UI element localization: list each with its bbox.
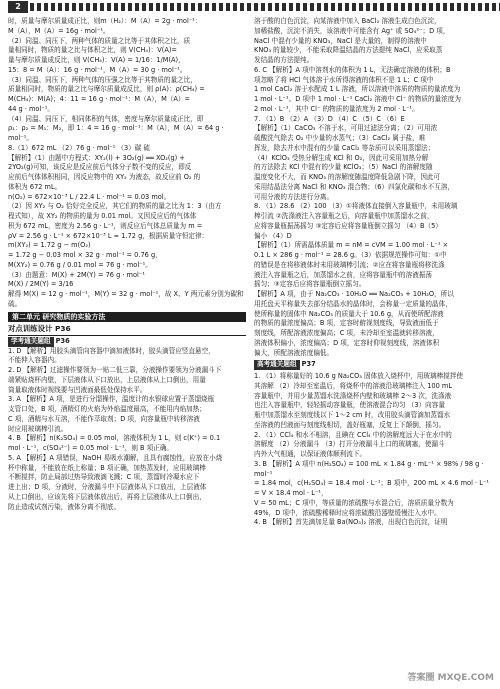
text-line: 1 mol · L⁻¹。D 项中 1 mol · L⁻¹ CaCl₂ 溶液中 Cl⁻ 的物质的量浓度为 xyxy=(254,95,461,103)
text-line: 摇匀；③定容后应将容量瓶倒立摇匀。 xyxy=(254,280,366,289)
text-line: 刻度线，所配溶液浓度偏高；C 项，未冷却至室温就转移溶液， xyxy=(254,329,439,337)
text-line: 支管口处，B 项，酒精灯的火焰为外焰温度最高，不能用内焰加热； xyxy=(8,405,206,414)
text-line: = 1.84 mol，c(H₂SO₄) = 18.4 mol · L⁻¹；B 项中，200 mL × 4.6 mol · L⁻¹ = V × 18.4 mol · L⁻¹， xyxy=(254,479,489,497)
text-line: 项忽略了将 HCl 气体溶于水所得溶液的体积不是 1 L；C 项中 xyxy=(254,75,434,84)
text-line: 【解析】A 项，由于 Na₂CO₃ · 10H₂O ══ Na₂CO₃ + 10H₂O，所以 xyxy=(254,290,454,298)
text-line: 的方法除去 KCl 中混有的少量 KClO₃；（5）NaCl 的溶解度随 xyxy=(254,163,433,172)
text-line: 6. C 【解析】A 项中溶剂水的体积为 1 L，无法确定溶液的体积；B xyxy=(254,65,451,74)
right-column xyxy=(254,17,492,528)
text-line: 偏小 （4）D xyxy=(254,231,292,240)
text-line: 49%，D 项中，浓硫酸稀释时应将浓硫酸沿器壁缓慢注入水中。 xyxy=(254,508,441,517)
text-line: 容量瓶中，并用少量蒸馏水洗涤烧杯内壁和玻璃棒 2～3 次，洗涤液 xyxy=(254,391,452,400)
text-line: 2. （1）CCl₄ 和水不相溶，且碘在 CCl₄ 中的溶解度远大于在水中的 xyxy=(254,430,452,439)
text-line: 体积为 672 mL。 xyxy=(8,182,62,191)
advanced-page: P37 xyxy=(301,360,316,369)
text-line: 至溶液的凹液面与刻度线相切，盖好瓶塞，反复上下颠倒，摇匀。 xyxy=(254,420,446,429)
text-line: 可用分液的方法进行分离。 xyxy=(254,192,334,201)
text-line: 液注入容量瓶之后，加蒸馏水之前，应将容量瓶中的溶液振荡 xyxy=(254,270,433,279)
text-line: （4）KClO₃ 受热分解生成 KCl 和 O₂，因此可采用加热分解 xyxy=(254,153,429,162)
text-line: 量与摩尔质量成反比，则 V(CH₄)：V(A) = 1/16：1/M(A)， xyxy=(8,56,185,64)
watermark: 答案圈 MXQE.COM xyxy=(407,672,494,683)
text-line: 杯中称量，不能放在纸上称量；B 项正确，加热蒸发时，应用玻璃棒 xyxy=(8,463,206,472)
text-line: 5. A 【解析】A 项错误，NaOH 易吸水潮解，且具有腐蚀性，应放在小烧 xyxy=(8,453,223,462)
training-title-row xyxy=(8,324,246,336)
text-line: 0.1 L × 286 g · mol⁻¹ = 28.6 g。（3）依据规范操作可知：①中 xyxy=(254,251,447,259)
text-line: 3. A 【解析】A 项，是进行分馏操作，温度计的水银球应置于蒸馏烧瓶 xyxy=(8,395,215,404)
text-line: 3. B 【解析】A 项中 n(H₂SO₄) = 100 mL × 1.84 g · mL⁻¹ × 98% / 98 g · mol⁻¹ xyxy=(254,459,484,478)
text-line: 2YO₂(g)可知，该反应是反应前后气体分子数不变的反应，即反 xyxy=(8,163,192,172)
top-bar xyxy=(0,0,500,14)
left-column xyxy=(8,17,246,512)
text-line: 溶解度 （2）分液漏斗 （3）打开分液漏斗上口的玻璃塞，使漏斗 xyxy=(254,440,445,449)
left-answer-block xyxy=(8,17,246,310)
text-line: 应前后气体体积相同，因反应物中的 XY₂ 为液态，故反应前 O₂ 的 xyxy=(8,173,201,181)
text-line: 硫酸洗气除去 O₂ 中少量的水蒸气；（3）CaCl₂ 属于盐，难 xyxy=(254,134,426,142)
text-line: 使所称量的固体中 Na₂CO₃ 的质量大于 10.6 g，从而使所配溶液 xyxy=(254,309,444,318)
text-line: （2）因 XY₂ 与 O₂ 恰好完全反应，其它们的物质的量之比为 1：3（由方 xyxy=(8,202,222,211)
text-line: m(XY₂) = 1.72 g − m(O₂) xyxy=(8,241,91,250)
text-line: 4. B 【解析】n(K₂SO₄) = 0.05 mol，溶液体积为 1 L，则 c(K⁺) = 0.1 xyxy=(8,434,221,443)
text-line: 积为 672 mL，密度为 2.56 g · L⁻¹，则反应后气体总质量为 m = xyxy=(8,221,203,230)
text-line: mol · L⁻¹，c(SO₄²⁻) = 0.05 mol · L⁻¹，则 B 项正确。 xyxy=(8,444,174,453)
text-line: 溶于酸的白色沉淀，向某溶液中加入 BaCl₂ 溶液生成白色沉淀， xyxy=(254,17,441,25)
text-line: 筒量取液体时视线要与凹液面最低处保持水平。 xyxy=(8,385,147,394)
training-page: P36 xyxy=(54,323,71,333)
text-line: 质量相同时，物质的量之比与摩尔质量成反比，则 ρ(A)：ρ(CH₄) = xyxy=(8,85,205,94)
decorative-strip xyxy=(30,3,500,11)
advanced-tag-row xyxy=(254,360,492,370)
basic-answer-block xyxy=(8,347,246,513)
text-line: （3）由题意：M(X) + 2M(Y) = 76 g · mol⁻¹ xyxy=(8,270,145,279)
text-line: （2）同温、同压下，两种气体的质量之比等于其体积之比，质 xyxy=(8,36,191,45)
text-line: 采用结晶法分离 NaCl 和 KNO₃ 混合物；（6）四氯化碳和水不互溶， xyxy=(254,182,455,191)
text-line: 的物质的量浓度偏高；B 项，定容时俯视刻度线，导致液面低于 xyxy=(254,319,439,328)
text-line: 不能伸入容器内。 xyxy=(8,356,61,365)
text-line: （4）同温、同压下，相同体积的气体，密度与摩尔质量成正比，即 xyxy=(8,114,204,123)
text-line: 8. （1）28.6 （2）100 （3）①将液体直接倒入容量瓶中，未用玻璃 xyxy=(254,202,458,211)
text-line: 瓶中加蒸馏水至刻度线以下 1～2 cm 时，改用胶头滴管滴加蒸馏水 xyxy=(254,411,451,419)
text-line: 量相同时，物质的量之比与体积之比，则 V(CH₄)：V(A)= xyxy=(8,46,177,55)
text-line: 内外大气相通，以保证液体顺利流下。 xyxy=(254,450,367,458)
text-line: 1. D 【解析】用胶头滴管向容器中滴加液体时，胶头滴管应竖直悬空， xyxy=(8,346,215,355)
text-line: KNO₃ 的量较少，不能采取降温结晶的方法提纯 NaCl，应采取蒸 xyxy=(254,46,443,55)
text-line: M(CH₄)：M(A)；4：11 = 16 g · mol⁻¹：M（A），M（A）= xyxy=(8,95,191,103)
text-line: 也注入容量瓶中，轻轻摇动容量瓶，使溶液混合均匀 （3）向容量 xyxy=(254,401,445,410)
advanced-answer-block xyxy=(254,372,492,528)
text-line: 偏大，所配溶液浓度偏低。 xyxy=(254,348,334,357)
text-line: 2. D 【解析】过滤操作要领为一贴二低三靠，分液操作要领为分液漏斗下 xyxy=(8,366,222,375)
text-line: 时应用玻璃棒引流。 xyxy=(8,424,68,433)
page-number: 2 xyxy=(8,1,28,13)
text-line: 【解析】（1）所需晶体质量 m = nM = cVM = 1.00 mol · L⁻¹ × xyxy=(254,241,449,250)
text-line: mol⁻¹。 xyxy=(8,134,34,142)
text-line: 不断搅拌，防止局部过热导致液滴飞溅；C 项，蒸馏时冷凝水应下 xyxy=(8,473,200,482)
section-title: 第二单元 研究物质的实验方法 xyxy=(8,312,246,322)
text-line: 防止造成试剂污染，液体分离不彻底。 xyxy=(8,502,121,511)
text-line: 温度变化不大，而 KNO₃ 的溶解度随温度降低急剧下降，因此可 xyxy=(254,173,441,181)
text-line: n(O₂) = 672×10⁻³ L / 22.4 L · mol⁻¹ = 0.03 mol。 xyxy=(8,192,171,201)
text-line: 加稀盐酸，沉淀不消失，该溶液中可能含有 Ag⁺ 或 SO₄²⁻；D 项， xyxy=(254,26,450,35)
text-line: 用托盘天平称量失去部分结晶水的晶体时，会称量一定质量的晶体， xyxy=(254,299,452,308)
text-line: 溶液体积偏小，浓度偏高；D 项，定容时仰视刻度线，溶液体积 xyxy=(254,338,440,347)
text-line: C 项，酒精与水互溶，不能作萃取剂；D 项，向容量瓶中转移溶液 xyxy=(8,414,200,423)
text-line: 【解析】（1）CaCO₃ 不溶于水，可用过滤法分离；（2）可用浓 xyxy=(254,124,438,133)
text-line: ρV = 2.56 g · L⁻¹ × 672×10⁻³ L ≈ 1.72 g，根据质量守恒定律： xyxy=(8,231,209,240)
advanced-tag: 高考通关题组 xyxy=(254,360,300,370)
text-line: 应将容量瓶振荡摇匀 ③定容后应将容量瓶倒立摇匀 （4）B（5） xyxy=(254,221,442,230)
text-line: = 1.72 g − 0.03 mol × 32 g · mol⁻¹ = 0.76 g， xyxy=(8,251,162,259)
right-answer-block xyxy=(254,17,492,358)
training-title: 对点训练设计 xyxy=(8,323,53,333)
basic-page: P36 xyxy=(55,336,70,345)
text-line: 解得 M(X) = 12 g · mol⁻¹，M(Y) = 32 g · mol⁻¹，故 X、Y 两元素分别为碳和硫。 xyxy=(8,290,244,308)
text-line: 1 mol CaCl₂ 溶于水配成 1 L 溶液，所以溶液中溶质的物质的量浓度为 xyxy=(254,85,461,94)
basic-tag: 学考通关题组 xyxy=(8,337,54,347)
text-line: 时，质量与摩尔质量成正比，则m（H₂）：M（A）= 2g · mol⁻¹： xyxy=(8,17,202,25)
text-line: 棒引流 ②洗涤液注入容量瓶之后，向容量瓶中加蒸馏水之前， xyxy=(254,212,434,220)
text-line: 其溶解 （2）冷却至室温后，将烧杯中的溶液沿玻璃棒注入 100 mL xyxy=(254,381,453,390)
text-line: （3）同温、同压下，两种气体的压强之比等于其物质的量之比， xyxy=(8,75,197,84)
text-line: 【解析】（1）由题中方程式：XY₂(l) + 3O₂(g) ══ XO₂(g) + xyxy=(8,153,185,162)
text-line: NaCl 中混有少量的 KNO₃，NaCl 是大量的，制得的溶液中 xyxy=(254,36,427,45)
text-line: M(XY₂) = 0.76 g / 0.01 mol = 76 g · mol⁻¹。 xyxy=(8,260,152,269)
text-line: M（A），M（A）= 16g · mol⁻¹。 xyxy=(8,26,110,35)
text-line: 4. B 【解析】首先滴加足量 Ba(NO₃)₂ 溶液，出现白色沉淀，证明 xyxy=(254,518,448,527)
text-line: 1. （1）将称量好的 10.6 g Na₂CO₃ 固体放入烧杯中，用玻璃棒搅拌使 xyxy=(254,372,463,380)
text-line: 8.（1）672 mL （2）76 g · mol⁻¹ （3）碳 硫 xyxy=(8,143,151,152)
text-line: 挥发，除去井水中混有的少量 CaCl₂ 等杂质可以采用蒸馏法； xyxy=(254,143,435,152)
text-line: 发结晶的方法提纯。 xyxy=(254,56,314,64)
text-line: 从上口倒出，应该先将下层液体放出后，再将上层液体从上口倒出， xyxy=(8,492,206,501)
text-line: 程式知），故 XY₂ 的物质的量为 0.01 mol。又因反应后的气体体 xyxy=(8,212,197,220)
text-line: 端紧贴烧杯内壁，下层液体从下口放出，上层液体从上口倒出，用量 xyxy=(8,375,206,384)
basic-tag-row xyxy=(8,337,246,347)
text-line: V = 50 mL；C 项中，等质量的浓硫酸与水混合后，溶质质量分数为 xyxy=(254,498,454,507)
text-line: 2 mol · L⁻¹，其中 Cl⁻ 的物质的量浓度为 2 mol · L⁻¹。 xyxy=(254,104,419,113)
text-line: ρ₁：ρ₂ = M₁：M₂，即 1：4 = 16 g · mol⁻¹：M（A），M（A）= 64 g · xyxy=(8,124,224,133)
text-line: 的错误是在将移液体时未用玻璃棒引流；②应在将容量瓶将移洗涤 xyxy=(254,260,445,269)
text-line: 15：8 = M（A）：16 g · mol⁻¹，M（A）= 30 g · mol⁻¹。 xyxy=(8,65,187,74)
text-line: 7. （1）B （2）A （3）D （4）C （5）C （6）E xyxy=(254,114,405,123)
text-line: 44 g · mol⁻¹。 xyxy=(8,104,54,113)
text-line: M(X) / 2M(Y) = 3/16 xyxy=(8,280,74,289)
text-line: 进上出；D 项，分液时，分液漏斗中下层液体从下口放出，上层液体 xyxy=(8,483,207,492)
